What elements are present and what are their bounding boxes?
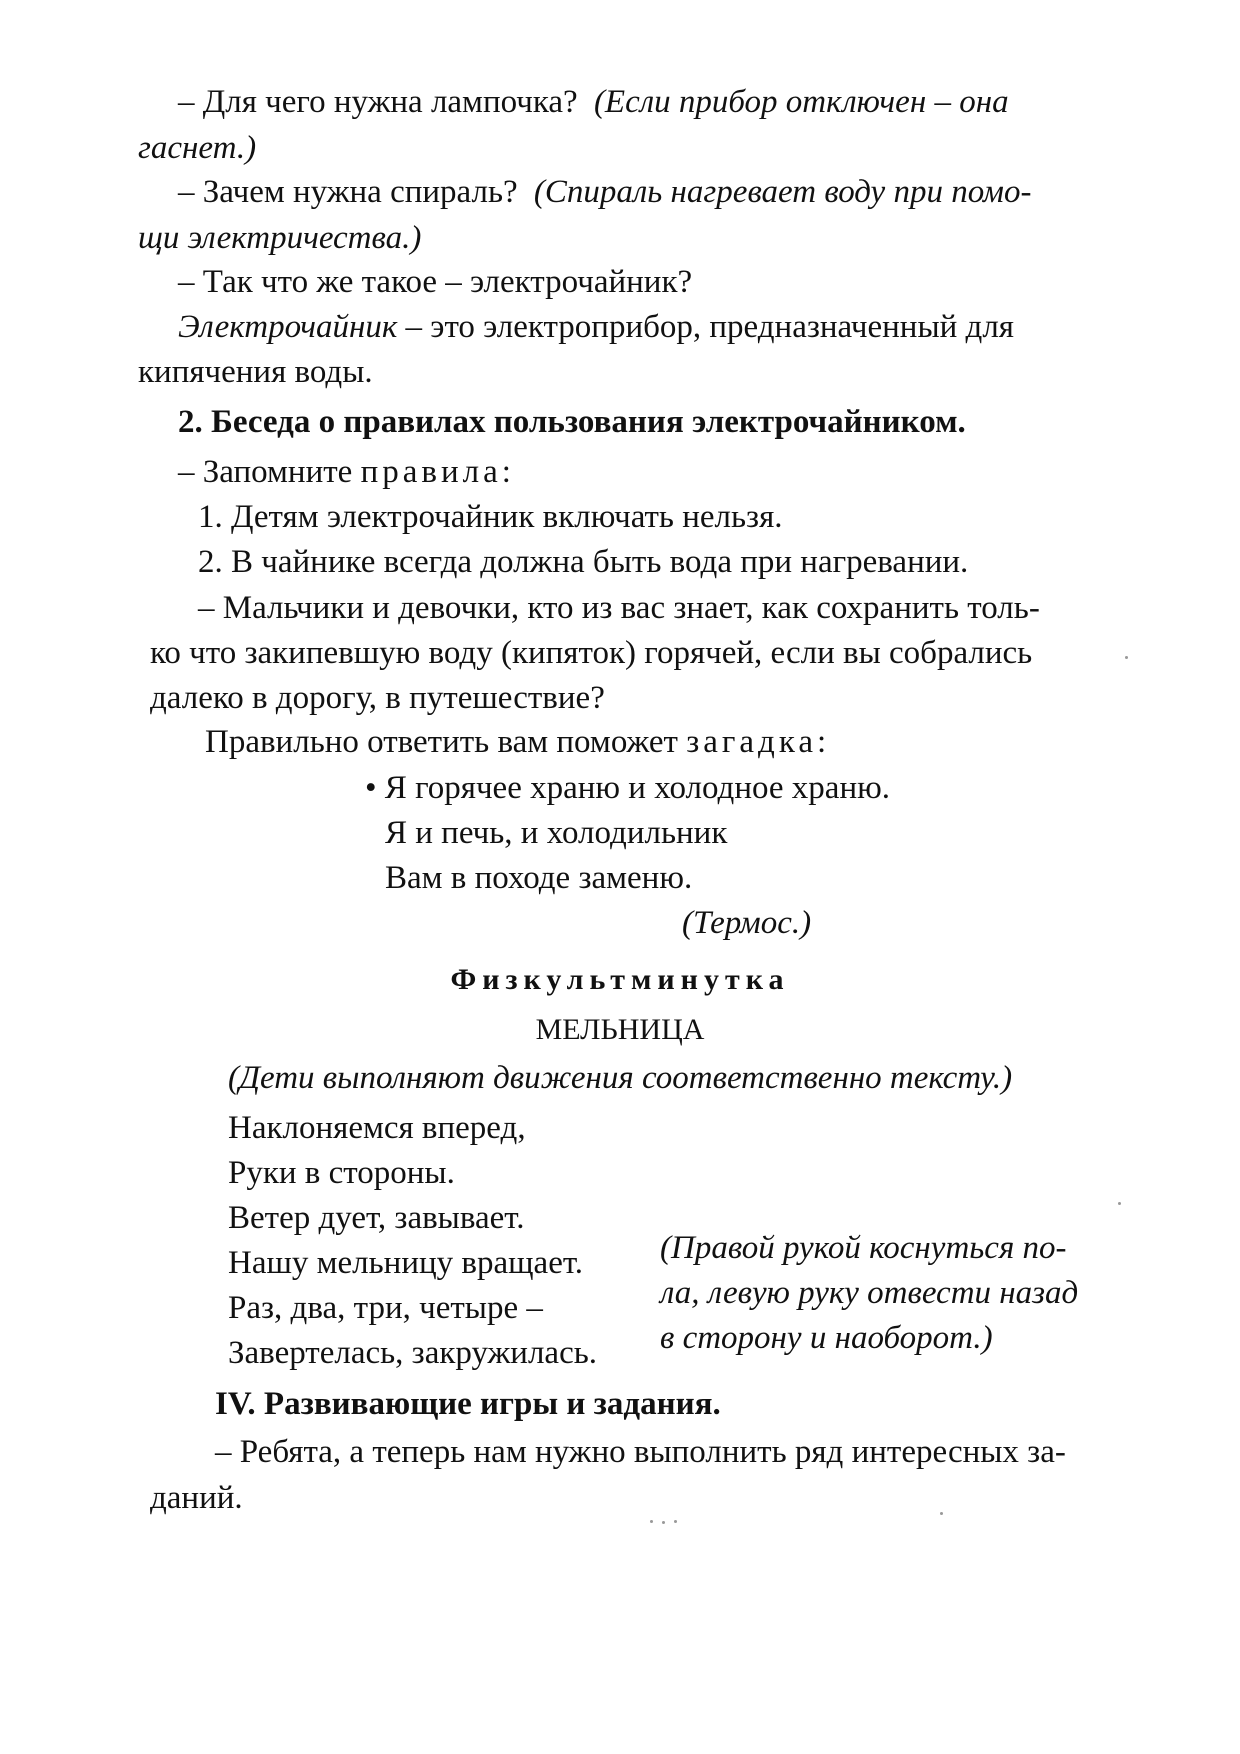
definition-end: кипячения воды.	[138, 354, 373, 390]
remember-line	[178, 452, 511, 492]
answer-spiral-end: щи электричества.)	[138, 220, 422, 256]
exercise-title: Физкультминутка	[450, 963, 790, 996]
answer-lamp-start: (Если прибор отключен – она	[593, 84, 1009, 120]
verse-line-2: Руки в стороны.	[228, 1155, 455, 1191]
answer-lamp-end: гаснет.)	[138, 130, 257, 166]
dialog-line-2	[178, 172, 1032, 212]
verse-line-3: Ветер дует, завывает.	[228, 1200, 525, 1236]
verse-line-4: Нашу мельницу вращает.	[228, 1245, 584, 1281]
definition-term: Электрочайник	[178, 309, 398, 345]
verse-line-6: Завертелась, закружилась.	[228, 1335, 598, 1371]
definition-line	[178, 307, 1014, 347]
scan-speck	[940, 1512, 943, 1515]
dialog-line-1	[178, 82, 1009, 122]
remember-suffix: :	[501, 454, 511, 490]
section-4-heading: IV. Развивающие игры и задания.	[215, 1386, 721, 1422]
scan-speck	[662, 1521, 665, 1524]
question-kettle: – Так что же такое – электрочайник?	[178, 264, 693, 300]
riddle-line-3: Вам в походе заменю.	[385, 860, 693, 896]
section-2-heading: 2. Беседа о правилах пользования электрочайником.	[178, 404, 966, 440]
riddle-answer: (Термос.)	[682, 905, 812, 941]
section-4-line-1: – Ребята, а теперь нам нужно выполнить ряд интересных за-	[215, 1434, 1066, 1470]
riddle-suffix: :	[817, 724, 827, 760]
question-lamp: – Для чего нужна лампочка?	[178, 84, 578, 120]
question-spiral: – Зачем нужна спираль?	[178, 174, 518, 210]
exercise-note-2: ла, левую руку отвести назад	[660, 1275, 1079, 1311]
riddle-prefix: Правильно ответить вам поможет	[205, 724, 687, 760]
scan-speck	[674, 1520, 677, 1523]
answer-spiral-start: (Спираль нагревает воду при помо-	[533, 174, 1032, 210]
riddle-intro	[205, 722, 826, 762]
verse-line-5: Раз, два, три, четыре –	[228, 1290, 543, 1326]
question-line-3: далеко в дорогу, в путешествие?	[150, 680, 605, 716]
exercise-subtitle: МЕЛЬНИЦА	[535, 1013, 705, 1046]
remember-prefix: – Запомните	[178, 454, 361, 490]
definition-text: – это электроприбор, предназначенный для	[397, 309, 1014, 345]
remember-word: правила	[360, 454, 502, 490]
rule-2: 2. В чайнике всегда должна быть вода при нагревании.	[198, 544, 969, 580]
scan-speck	[1118, 1202, 1121, 1205]
question-line-2: ко что закипевшую воду (кипяток) горячей, если вы собрались	[150, 635, 1033, 671]
question-line-1: – Мальчики и девочки, кто из вас знает, как сохранить толь-	[198, 590, 1040, 626]
verse-line-1: Наклоняемся вперед,	[228, 1110, 526, 1146]
riddle-line-2: Я и печь, и холодильник	[385, 815, 728, 851]
exercise-note-1: (Правой рукой коснуться по-	[660, 1230, 1067, 1266]
scan-speck	[1125, 656, 1128, 659]
scan-speck	[650, 1520, 653, 1523]
rule-1: 1. Детям электрочайник включать нельзя.	[198, 499, 783, 535]
exercise-note-3: в сторону и наоборот.)	[660, 1320, 993, 1356]
riddle-line-1: • Я горячее храню и холодное храню.	[365, 770, 891, 806]
section-4-line-2: даний.	[150, 1480, 243, 1516]
exercise-instruction: (Дети выполняют движения соответственно тексту.)	[228, 1060, 1013, 1096]
riddle-word: загадка	[686, 724, 818, 760]
